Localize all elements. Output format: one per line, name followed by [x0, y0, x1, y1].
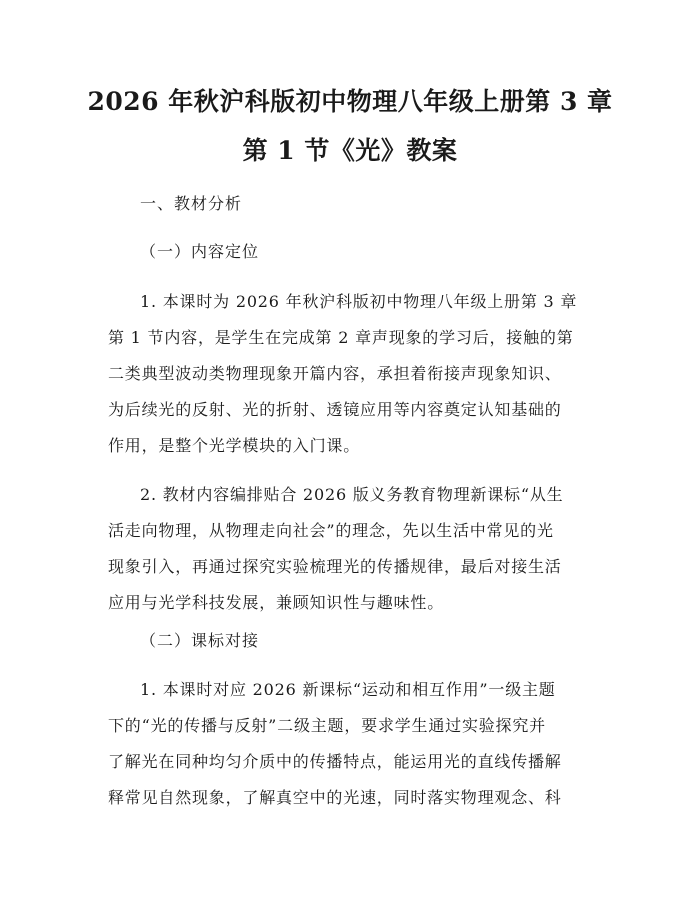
paragraph-line: 活走向物理，从物理走向社会”的理念，先以生活中常见的光 [108, 521, 554, 540]
paragraph-line: 应用与光学科技发展，兼顾知识性与趣味性。 [108, 593, 445, 612]
document-title-line-2: 第 1 节《光》教案 [242, 136, 458, 165]
paragraph-line: 下的“光的传播与反射”二级主题，要求学生通过实验探究并 [108, 716, 546, 735]
subsection-heading-curriculum-alignment: （二）课标对接 [140, 631, 260, 650]
paragraph-line: 1. 本课时为 2026 年秋沪科版初中物理八年级上册第 3 章 [140, 292, 578, 311]
paragraph-line: 第 1 节内容，是学生在完成第 2 章声现象的学习后，接触的第 [108, 328, 574, 347]
paragraph-line: 了解光在同种均匀介质中的传播特点，能运用光的直线传播解 [108, 752, 562, 771]
paragraph-line: 释常见自然现象，了解真空中的光速，同时落实物理观念、科 [108, 788, 562, 807]
section-heading-textbook-analysis: 一、教材分析 [140, 194, 243, 213]
paragraph-line: 二类典型波动类物理现象开篇内容，承担着衔接声现象知识、 [108, 364, 562, 383]
paragraph-line: 1. 本课时对应 2026 新课标“运动和相互作用”一级主题 [140, 680, 556, 699]
paragraph-line: 2. 教材内容编排贴合 2026 版义务教育物理新课标“从生 [140, 485, 564, 504]
subsection-heading-content-positioning: （一）内容定位 [140, 242, 260, 261]
paragraph-line: 现象引入，再通过探究实验梳理光的传播规律，最后对接生活 [108, 557, 562, 576]
paragraph-line: 为后续光的反射、光的折射、透镜应用等内容奠定认知基础的 [108, 400, 562, 419]
document-title-line-1: 2026 年秋沪科版初中物理八年级上册第 3 章 [87, 87, 613, 116]
paragraph-line: 作用，是整个光学模块的入门课。 [108, 436, 361, 455]
